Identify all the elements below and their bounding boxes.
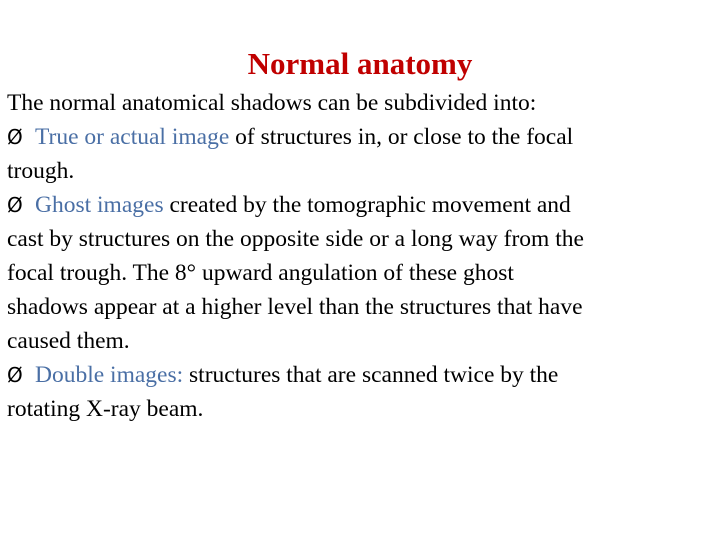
continuation-line: caused them. — [7, 328, 130, 354]
bullet-text: created by the tomographic movement and — [163, 192, 571, 218]
bullet-ghost-images — [7, 188, 713, 222]
slide-title — [0, 44, 720, 84]
bullet-text: structures that are scanned twice by the — [183, 362, 559, 388]
arrow-bullet-icon: Ø — [7, 363, 23, 387]
bullet-true-image — [7, 120, 713, 154]
term-true-image: True or actual image — [35, 124, 230, 150]
continuation-line: focal trough. The 8° upward angulation of these ghost — [7, 260, 514, 286]
slide-body — [7, 86, 713, 426]
intro-line: The normal anatomical shadows can be subdivided into: — [7, 90, 537, 116]
continuation-line: cast by structures on the opposite side or a long way from the — [7, 226, 584, 252]
bullet-text: of structures in, or close to the focal — [229, 124, 574, 150]
continuation-line: shadows appear at a higher level than the structures that have — [7, 294, 583, 320]
term-ghost-images: Ghost images — [35, 192, 164, 218]
slide-title-text: Normal anatomy — [247, 46, 473, 81]
bullet-double-images — [7, 358, 713, 392]
arrow-bullet-icon: Ø — [7, 125, 23, 149]
arrow-bullet-icon: Ø — [7, 193, 23, 217]
term-double-images: Double images: — [35, 362, 184, 388]
continuation-line: rotating X-ray beam. — [7, 396, 204, 422]
continuation-line: trough. — [7, 158, 75, 184]
